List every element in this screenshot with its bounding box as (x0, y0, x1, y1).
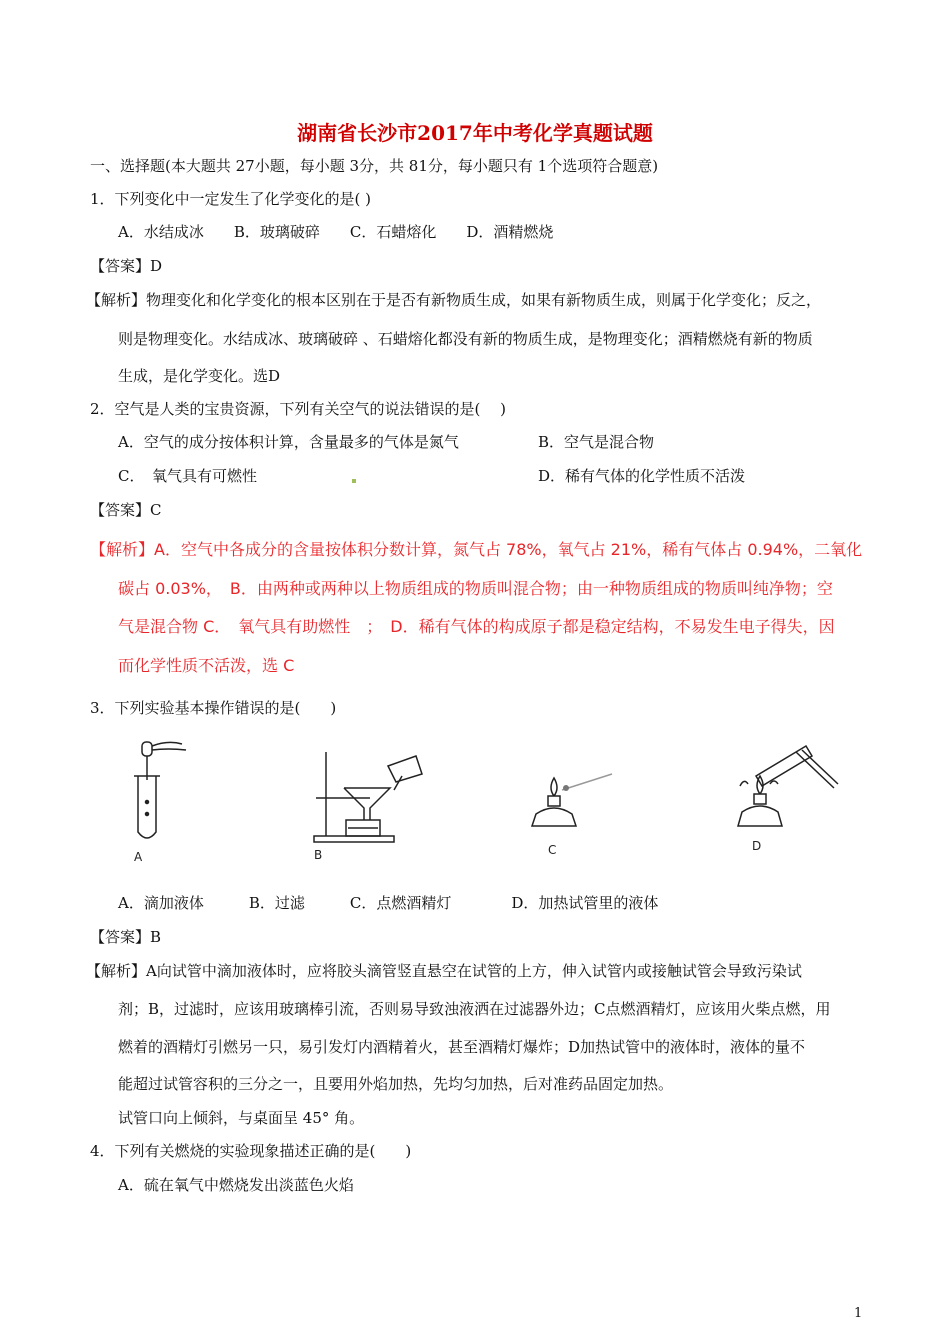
q4-option-a: A．硫在氧气中燃烧发出淡蓝色火焰 (118, 1176, 354, 1194)
q3-options: A．滴加液体 B．过滤 C．点燃酒精灯 D．加热试管里的液体 (118, 894, 659, 912)
q1-analysis-line: 则是物理变化。水结成冰、玻璃破碎 、石蜡熔化都没有新的物质生成，是物理变化；酒精燃烧有新的物质 (118, 330, 813, 348)
q1-analysis-line: 生成，是化学变化。选D (118, 367, 281, 385)
q2-analysis-line: 而化学性质不活泼，选 C (118, 656, 295, 675)
figure-d-label: D (752, 839, 762, 853)
q3-analysis-line: 能超过试管容积的三分之一，且要用外焰加热，先均匀加热，后对准药品固定加热。 (118, 1075, 674, 1093)
q3-analysis-line: 燃着的酒精灯引燃另一只，易引发灯内酒精着火，甚至酒精灯爆炸；D加热试管中的液体时，液体的量不 (118, 1038, 806, 1056)
q2-stem: 2．空气是人类的宝贵资源，下列有关空气的说法错误的是( ) (90, 400, 507, 418)
q2-option-c: C． 氧气具有可燃性 (118, 467, 257, 485)
q2-analysis-line: 碳占 0.03%， B．由两种或两种以上物质组成的物质叫混合物；由一种物质组成的物质叫纯净物；空 (118, 579, 833, 598)
stray-dot (352, 479, 356, 483)
figure-a-dropping-liquid (120, 736, 200, 866)
q1-stem: 1．下列变化中一定发生了化学变化的是( ) (90, 190, 372, 208)
q3-analysis-line: 剂；B，过滤时，应该用玻璃棒引流，否则易导致浊液洒在过滤器外边；C点燃酒精灯，应该用火柴点燃，用 (118, 1000, 831, 1018)
figure-b-filtration (308, 746, 428, 866)
q1-analysis-line: 【解析】物理变化和化学变化的根本区别在于是否有新物质生成，如果有新物质生成，则属于化学变化；反之， (86, 291, 822, 309)
q2-option-b: B．空气是混合物 (538, 433, 655, 451)
section-heading: 一、选择题(本大题共 27小题，每小题 3分，共 81分，每小题只有 1个选项符合题意) (90, 157, 659, 175)
figure-c-label: C (548, 843, 557, 857)
q3-answer: 【答案】B (90, 928, 162, 946)
q1-answer: 【答案】D (90, 257, 163, 275)
figure-b-label: B (314, 848, 323, 862)
q3-stem: 3．下列实验基本操作错误的是( ) (90, 699, 337, 717)
figure-c-alcohol-lamp (526, 768, 626, 864)
q3-analysis-line: 试管口向上倾斜，与桌面呈 45° 角。 (118, 1109, 365, 1127)
page-number: 1 (854, 1306, 863, 1321)
q4-stem: 4．下列有关燃烧的实验现象描述正确的是( ) (90, 1142, 412, 1160)
q3-analysis-line: 【解析】A向试管中滴加液体时，应将胶头滴管竖直悬空在试管的上方，伸入试管内或接触试管会导致污染试 (86, 962, 802, 980)
page-title: 湖南省长沙市2017年中考化学真题试题 (297, 121, 653, 145)
figure-a-label: A (134, 850, 143, 864)
q2-answer: 【答案】C (90, 501, 162, 519)
q2-option-d: D．稀有气体的化学性质不活泼 (538, 467, 746, 485)
q2-option-a: A．空气的成分按体积计算，含量最多的气体是氮气 (118, 433, 459, 451)
q1-options: A．水结成冰 B．玻璃破碎 C．石蜡熔化 D．酒精燃烧 (118, 223, 554, 241)
q2-analysis-line: 气是混合物 C． 氧气具有助燃性 ； D．稀有气体的构成原子都是稳定结构，不易发生电子得失，因 (118, 617, 835, 636)
q2-analysis-line: 【解析】A．空气中各成分的含量按体积分数计算，氮气占 78%，氧气占 21%，稀有气体占 0.94%，二氧化 (90, 540, 863, 559)
figure-d-heating-tube (726, 740, 852, 856)
